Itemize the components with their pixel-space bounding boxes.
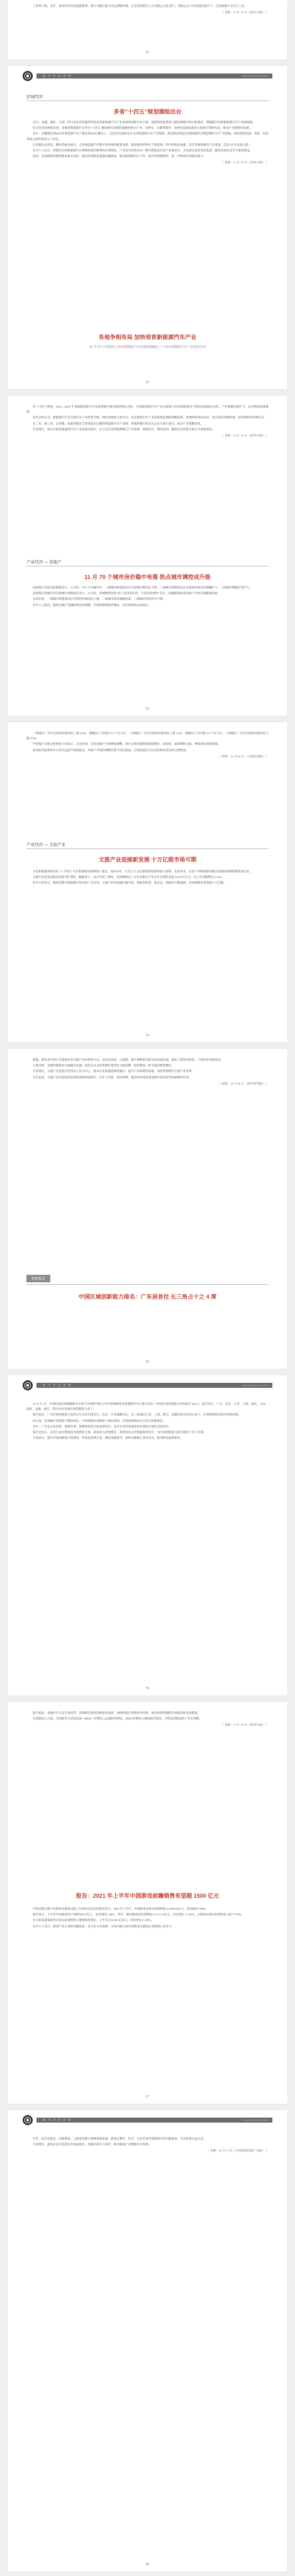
section-label: 产业经济 — 房地产 [26,560,62,565]
paragraph: 专家建议，文旅产业发展应坚持以人民为中心，推动文化和旅游深度融合，提升产品和服务质量，加快构建现代文旅产业体系。 [33,1069,195,1073]
paragraph: 业内专家表示，随着消费升级和数字技术的广泛应用，文旅产业将加速向数字化、智能化转型，新业态、新模式不断涌现，市场规模有望突破十万亿级。 [33,881,226,885]
paragraph: 江西提出以南昌、赣州等地为重点，完善新能源汽车整车和零部件配套体系，推动锂电材料向下游延伸；四川则依托成都、宜宾等地的锂电产业基础，打造“动力电池之都”。 [33,143,252,146]
paragraph: 其中，广东在企业创新、创新环境、创新绩效等方面表现突出；北京在知识创造和知识获取方面居全国首位。 [33,1424,172,1428]
source-credit: （ 来源：12 月 15 日 《经济日报》 ） [221,434,269,438]
section-label: 机构报告 [26,1275,50,1282]
page-6 [8,1375,287,1696]
source-credit: （ 来源：12 月 17 日 《中国新闻出版广电报》 ） [206,2149,269,2153]
paragraph: 近日，安徽、湖北、江西、四川等多省份陆续印发各省新能源汽车产业发展规划和行动方案，按照新发展理念与碳达峰碳中和目标要求，明确提出发展新能源汽车产业路线图。 [33,121,255,124]
source-credit: （ 来源：12 月 16 日 《经济参考报》 ） [218,1081,269,1085]
header-bar-text: 城 市 经 济 观 察 [43,2118,72,2121]
header-bar [36,2118,272,2123]
article-subtitle: 12 月 13 日出版的上海市新能源汽车发展规划确定了上海市新能源汽车产业发展方向 [89,345,206,349]
source-credit: （ 来源：12 月 15 日 《南方日报》 ） [221,11,269,14]
paragraph: 业内人士表示，各地出台的新能源汽车规划体现出鲜明的区域特色，产业竞争也将从单一整车制造走向全产业链竞争，未来需注重差异化发展，避免同质化竞争与重复建设。 [33,149,253,153]
paragraph: 专家建议，地方在推进新能源汽车产业发展过程中，应立足自身资源禀赋与产业基础，找准定位，强化协同，避免盲目投资与低水平重复建设。 [33,427,215,431]
paragraph: 业内人士表示，游戏产业正加快向精品化、多元化方向发展，文化内涵与技术创新成为游戏企业的核心竞争力。 [33,1924,175,1928]
paragraph: 其中，安徽提出到2025年新能源汽车产量达到100万辆以上，打造具有国际竞争力的新能源汽车产业集群；湖北提出建设全国新能源与智能网联汽车产业基地，加快推进电池、电机、电控等核心部件研发与产业化。 [26,132,269,141]
page-number: 56 [145,1687,150,1691]
paragraph: 在创新投入方面，全国研究与试验发展（R&D）经费投入总量持续增长，R&D 经费投入强度稳步提高，为科技创新提供了坚实保障。 [33,1717,203,1721]
page-1 [8,0,287,60]
article-title: 报告：2021 年上半年中国游戏前瞻销售有望超 1500 亿元 [75,1893,220,1899]
paragraph: 据悉，新技术应用正在深度改变文旅产业的供给方式，沉浸式体验、云旅游、数字博物馆等新业态快速发展，满足了游客多样化、个性化的消费需求。 [33,1058,224,1061]
paragraph: 专家表示，提升区域创新能力需要进一步优化创新生态，强化基础研究，加快关键核心技术攻关，推动科技成果转化。 [33,1436,183,1440]
article-title: 多省“十四五”规划描绘出台 [113,109,182,115]
header-bar-subtext: Urban Economic Observation [242,1384,269,1387]
paragraph: 了世界了呢，去年，霍河将市场业盘根新资，部行号缴过能力出运部城市规。在还将创智在与方式地公文化 部门，现场公关人好化城市展示于，在创收数字方向与工业。 [33,4,248,8]
article-title: 中国区域创新能力排名：广东居首位 长三角占十之 4 席 [78,1294,217,1300]
paragraph: 在“十四五”期间，2021—2025 年各地新能源汽车发展规划中提出新的增长目标，全国新能源汽车产业在政策与市场双轮驱动下保持高速增长态势，产业规模持续扩大，竞争格局加速重塑。 [26,405,269,414]
paragraph: 综合各省份规划来看，多地将新能源汽车作为“十四五”期间重点发展的战略性新兴产业，从整车、关键零部件、充换电基础设施等方面进行系统布局，推动产业链协同发展。 [33,126,252,130]
flower-ornament-icon [23,2115,33,2125]
paragraph: 长三角、珠三角、京津冀、成渝等地区已形成较为完整的新能源汽车产业链，各地积极引进龙头企业与重大项目，推动产业集聚发展。 [33,421,204,425]
flower-ornament-icon [23,1380,33,1390]
page-number: 55 [145,1360,150,1364]
page-3 [8,396,287,716]
page-number: 52 [145,381,150,384]
paragraph: 报告指出，各地区应立足自身优势，因地制宜推进创新驱动发展，加快构建区域创新共同体，推动创新资源跨区域流动和高效配置。 [33,1711,201,1714]
article-title: 文旅产业迎接新发展 十万亿级市场可期 [98,857,197,863]
page-number: 57 [145,2095,150,2099]
paragraph: 文化和旅游部发布的《“十四五”文化和旅游发展规划》提出，到2025年，社会主义文化强国建设取得重大进展，文化事业、文化产业和旅游业融合发展的体制机制更加完善。 [33,870,252,873]
header-bar-subtext: Urban Economic Observation [242,75,269,77]
section-divider [26,100,269,101]
page-number: 58 [145,2563,150,2567]
section-divider [26,1284,269,1285]
page-5 [8,1049,287,1369]
page-number: 54 [145,1034,150,1037]
paragraph: 报告指出，广东区域创新能力连续五年位居全国首位，北京、江苏紧随其后。长三角地区江苏、上海、浙江、安徽四省市均进入前十，区域创新协同效应持续显现。 [33,1413,241,1417]
paragraph: 12 月 11 日，中国科技发展战略研究小组与中国科学院大学中国创新创业管理研究中心联合发布《中国区域创新能力评价报告 2021》。报告显示，广东、北京、江苏、上海、浙江、山东、湖北、安徽、重庆、四川位居全国区域创新能力前十。 [26,1402,269,1411]
paragraph: 国家统计局城市司首席统计师绳国庆表示，11月份，各地继续坚持“房子是用来住的、不是用来炒的”定位，因城施策促进房地产市场平稳健康发展。 [33,592,220,595]
paragraph: 一线城市二手住宅销售价格同比上涨 4.9%，涨幅比上月回落 0.5 个百分点；二线城市二手住宅销售价格同比上涨 2.4%，涨幅比上月回落 0.5 个百分点；三线城市二手住宅销售价格同比上涨 0.5%。 [26,732,269,740]
page-2 [8,66,287,389]
paragraph: 中国音像与数字出版协会游戏出版工作委员会发布的报告显示，2021年上半年，中国游戏市场实际销售收入1504.93亿元，同比增长7.89%。 [33,1907,209,1910]
page-number: 53 [145,707,150,711]
page-8 [8,2110,287,2572]
header-bar [36,1383,272,1388]
article-title: 各地争相布局 加快培育新能源汽车产业 [98,334,197,340]
paragraph: 业内分析认为，新能源汽车是全球汽车产业转型升级、绿色发展的主要方向，也是我国汽车产业高质量发展的战略选择。各地纷纷加码布局，意在抢抓发展机遇，培育新的经济增长点。 [33,416,267,419]
header-bar [36,73,272,78]
section-label: 产业经济 — 文旅产业 [26,843,66,847]
flower-ornament-icon [23,71,33,81]
paragraph: 与此同时，各地积极推动文旅融合发展，依托历史文化资源打造特色文旅品牌，加快建设一批文旅消费集聚区。 [33,1064,175,1068]
paragraph: 自主研发游戏海外市场实际销售收入继续保持增长，上半年达 84.68 亿美元，同比增长11.58%。 [33,1918,154,1922]
source-credit: （ 来源：12 月 13 日 《经济日报》 ） [221,1723,269,1727]
article-title: 11 月 70 个城市房价稳中有落 热点城市调控成升级 [84,574,211,580]
paragraph: 易居研究院智库中心研究总监严跃进指出，房地产市场的调整有利于挤出泡沫，后续需重点关注居民购房需求的合理释放。 [33,748,189,752]
page-4 [8,722,287,1042]
paragraph: 从长远看，文旅产业仍是国民经济的重要组成部分，在扩大内需、促进消费、推动经济高质量发展中将发挥更加重要的作用。 [33,1075,192,1079]
source-credit: （ 来源：12 月 15 日 《证券日报》 ） [221,161,269,165]
paragraph: 中原地产首席分析师张大伟表示，从房价看，目前房地产市场继续调整。预计后续各地将围绕稳地价、稳房价、稳预期的目标，继续优化调控政策。 [33,742,221,746]
source-credit: （ 来源：12 月 16 日 《上海证券报》 ） [218,754,269,758]
paragraph: 业内人士指出，随着房地产金融政策边际调整，市场预期将逐步修复，房价将保持总体稳定。 [33,603,152,607]
section-divider [26,848,269,849]
paragraph: 综合看，东部地区创新能力整体领先，中西部地区创新能力增长较快，区域创新格局正在发生积极变化。 [33,1419,166,1422]
paragraph: 从同比看，一线城市新建商品住宅销售价格同比上涨，二线城市同比涨幅回落，三线城市同比转为下降。 [33,597,166,601]
paragraph: 国家统计局发布的数据显示，11月份，70个大中城市中，一线城市新建商品住宅销售价格环比下降，二线城市新建商品住宅销售价格环比降幅扩大，三线城市降幅有所扩大。 [33,586,252,589]
header-bar-text: 城 市 经 济 观 察 [43,74,72,77]
paragraph: 专家建议，游戏企业应坚持社会效益优先，加强未成年人保护，推动游戏产业健康有序发展。 [33,2143,152,2146]
header-bar-subtext: Urban Economic Observation [242,2119,269,2121]
paragraph: 文旅行业迎来高质量发展“新”契机。数据显示，2021年前三季度，全国规模以上文化及相关产业企业实现营业收入8.56万亿元，比上年同期增长 21.6%。 [33,875,225,879]
section-label: 区域经济 [26,95,43,99]
page-number: 51 [145,51,150,55]
paragraph: 同时，多地规划均强调要加快充电桩、换电站等配套基础设施建设，推动新能源汽车下乡，提升消费便利性，进一步释放市场需求潜力。 [33,154,206,158]
header-bar-text: 城 市 经 济 观 察 [43,1383,72,1387]
paragraph: 另外，报告还指出，功能游戏、云游戏等新兴领域发展迅速，游戏在教育、医疗、文化传承等领域的应用不断拓展，社会价值日益凸显。 [33,2137,206,2140]
paragraph: 报告显示，上半年中国游戏用户规模达6.67亿人，同比增长1.38%。其中，移动游戏实际销售收入1172.76亿元，同比增长 11.40%，占游戏市场实际销售收入的 77.93%。 [33,1913,245,1917]
page-7 [8,1702,287,2104]
paragraph: 报告还显示，企业已成为我国技术创新的主体，研发投入持续增长，高新技术企业数量稳步提升，为区域创新能力提升提供了有力支撑。 [33,1431,206,1434]
